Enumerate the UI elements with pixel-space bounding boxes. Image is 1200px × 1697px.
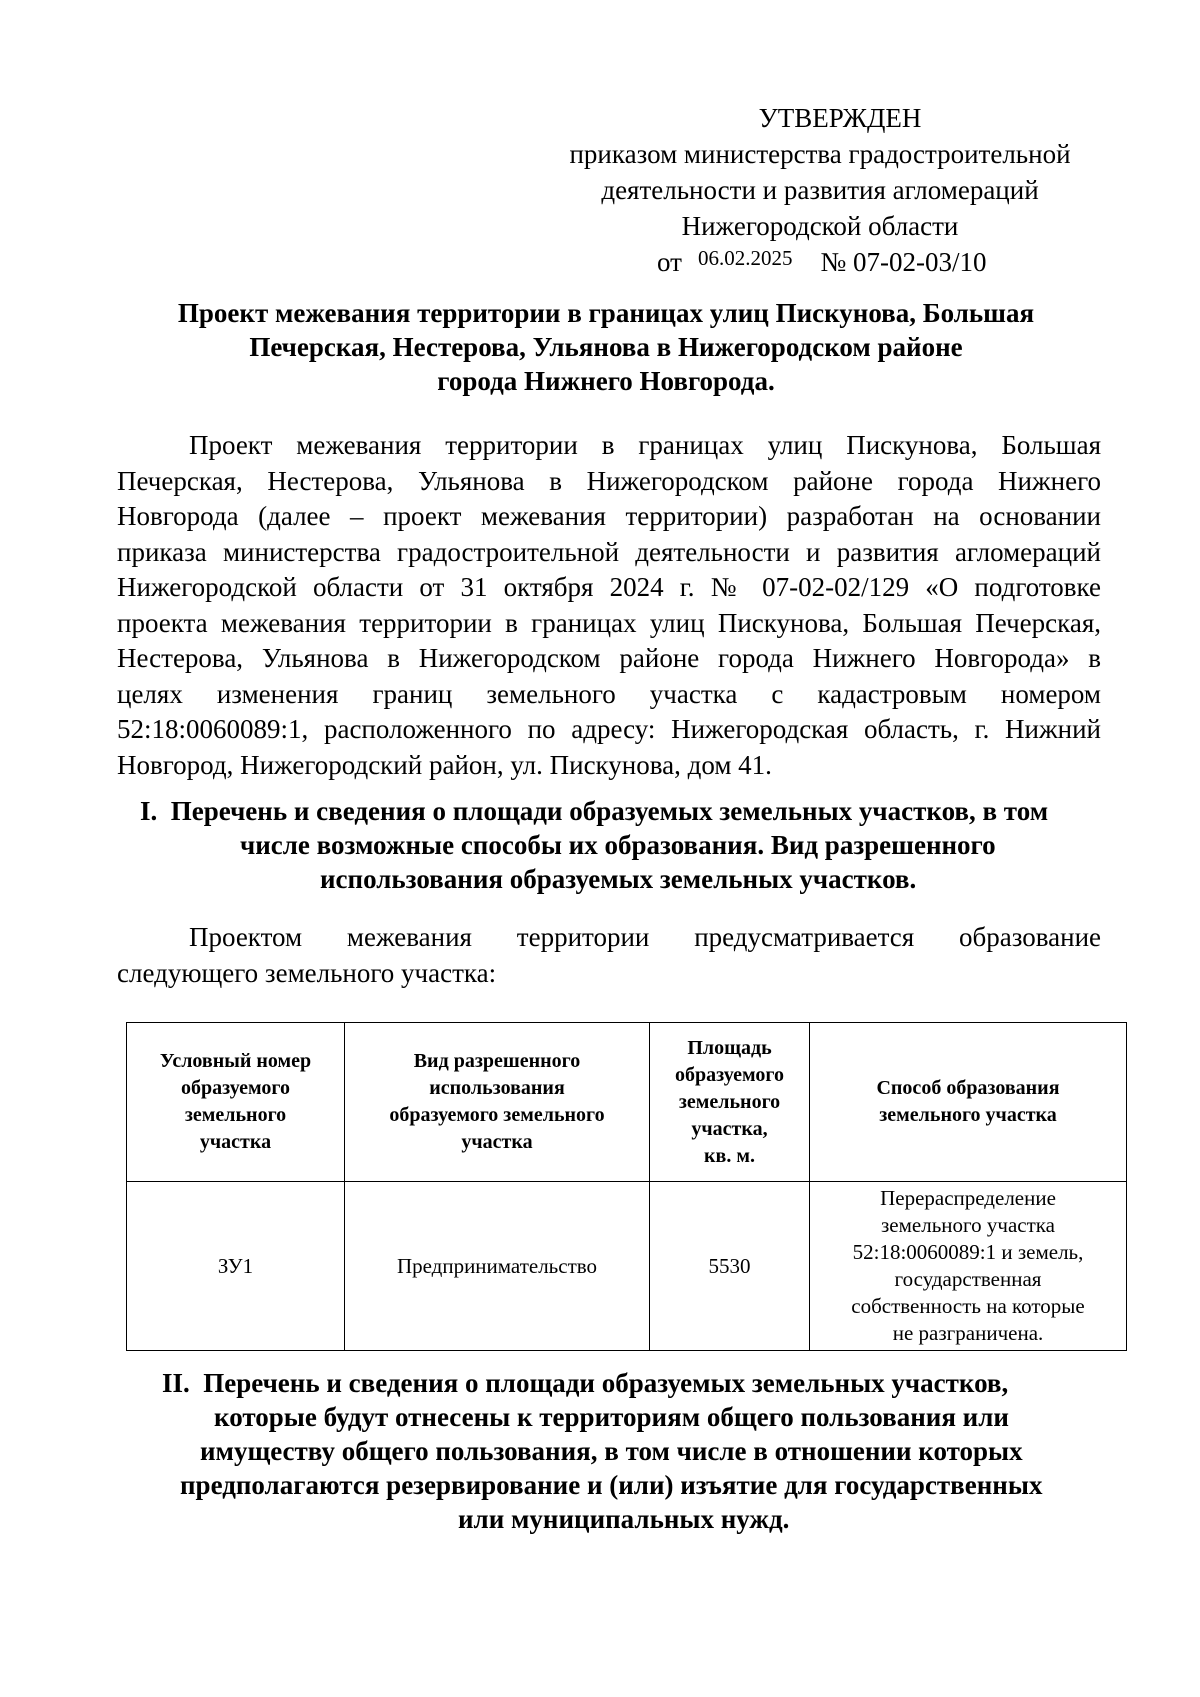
intro-line: проекта межевания территории в границах улиц Пискунова, Большая Печерская, [117, 607, 1101, 638]
section-1-roman: I. [140, 796, 158, 826]
plots-table [126, 1022, 1126, 1351]
section-1-line-3: использования образуемых земельных участков. [320, 864, 917, 894]
approval-order-line [540, 244, 1100, 282]
document-title-line-3: города Нижнего Новгорода. [437, 366, 775, 396]
section-2-line-1: II. Перечень и сведения о площади образуемых земельных участков, [162, 1368, 1009, 1398]
section-2-roman: II. [162, 1368, 190, 1398]
intro-line: Новгорода (далее – проект межевания территории) разработан на основании [117, 501, 1101, 531]
approval-line-2: деятельности и развития агломераций [601, 175, 1039, 205]
section-1-text-line-1: Проектом межевания территории предусматривается образование [189, 922, 1101, 952]
intro-line: Печерская, Нестерова, Ульянова в Нижегородском районе города Нижнего [117, 465, 1101, 496]
section-1-heading [140, 794, 1100, 896]
table-row [127, 1182, 1127, 1351]
approval-block [540, 100, 1100, 282]
header-area: Площадь образуемого земельного участка, кв. м. [650, 1023, 810, 1182]
section-1-line-2: числе возможные способы их образования. Вид разрешенного [240, 830, 996, 860]
section-1-text-line-2: следующего земельного участка: [117, 957, 497, 988]
intro-paragraph [117, 428, 1101, 783]
plots-table-grid [126, 1022, 1127, 1351]
cell-plot-number: ЗУ1 [127, 1182, 345, 1351]
intro-line: Проект межевания территории в границах улиц Пискунова, Большая [189, 430, 1101, 460]
approval-title: УТВЕРЖДЕН [758, 103, 922, 133]
cell-formation-method: Перераспределение земельного участка 52:18:0060089:1 и земель, государственная собственность на которые не разграничена. [810, 1182, 1127, 1351]
intro-line: Нестерова, Ульянова в Нижегородском районе города Нижнего Новгорода» в [117, 643, 1101, 673]
approval-number: № 07-02-03/10 [820, 247, 987, 277]
header-formation-method: Способ образования земельного участка [810, 1023, 1127, 1182]
document-title-line-1: Проект межевания территории в границах улиц Пискунова, Большая [177, 298, 1035, 328]
section-2-heading [162, 1366, 1102, 1536]
section-2-line-4: предполагаются резервирование и (или) изъятие для государственных [180, 1470, 1043, 1500]
section-2-line-5: или муниципальных нужд. [458, 1504, 790, 1534]
approval-date: 06.02.2025 [697, 246, 793, 270]
approval-line-1: приказом министерства градостроительной [569, 139, 1071, 169]
cell-permitted-use: Предпринимательство [345, 1182, 650, 1351]
intro-line: Нижегородской области от 31 октября 2024 г. № 07-02-02/129 «О подготовке [117, 572, 1101, 602]
header-plot-number: Условный номер образуемого земельного участка [127, 1023, 345, 1182]
cell-area: 5530 [650, 1182, 810, 1351]
section-1-text [117, 920, 1101, 991]
header-permitted-use: Вид разрешенного использования образуемого земельного участка [345, 1023, 650, 1182]
document-title-line-2: Печерская, Нестерова, Ульянова в Нижегородском районе [249, 332, 963, 362]
section-2-line-3: имуществу общего пользования, в том числе в отношении которых [200, 1436, 1023, 1466]
approval-prefix: от [657, 247, 682, 277]
table-header-row [127, 1023, 1127, 1182]
approval-line-3: Нижегородской области [681, 211, 959, 241]
intro-line: 52:18:0060089:1, расположенного по адресу: Нижегородская область, г. Нижний [117, 714, 1101, 744]
document-title [120, 296, 1092, 398]
intro-line: приказа министерства градостроительной деятельности и развития агломераций [117, 536, 1101, 567]
intro-line: целях изменения границ земельного участка с кадастровым номером [117, 678, 1101, 709]
intro-line: Новгород, Нижегородский район, ул. Пискунова, дом 41. [117, 749, 772, 780]
section-1-line-1: I. Перечень и сведения о площади образуемых земельных участков, в том [140, 796, 1049, 826]
section-2-line-2: которые будут отнесены к территориям общего пользования или [214, 1402, 1009, 1432]
